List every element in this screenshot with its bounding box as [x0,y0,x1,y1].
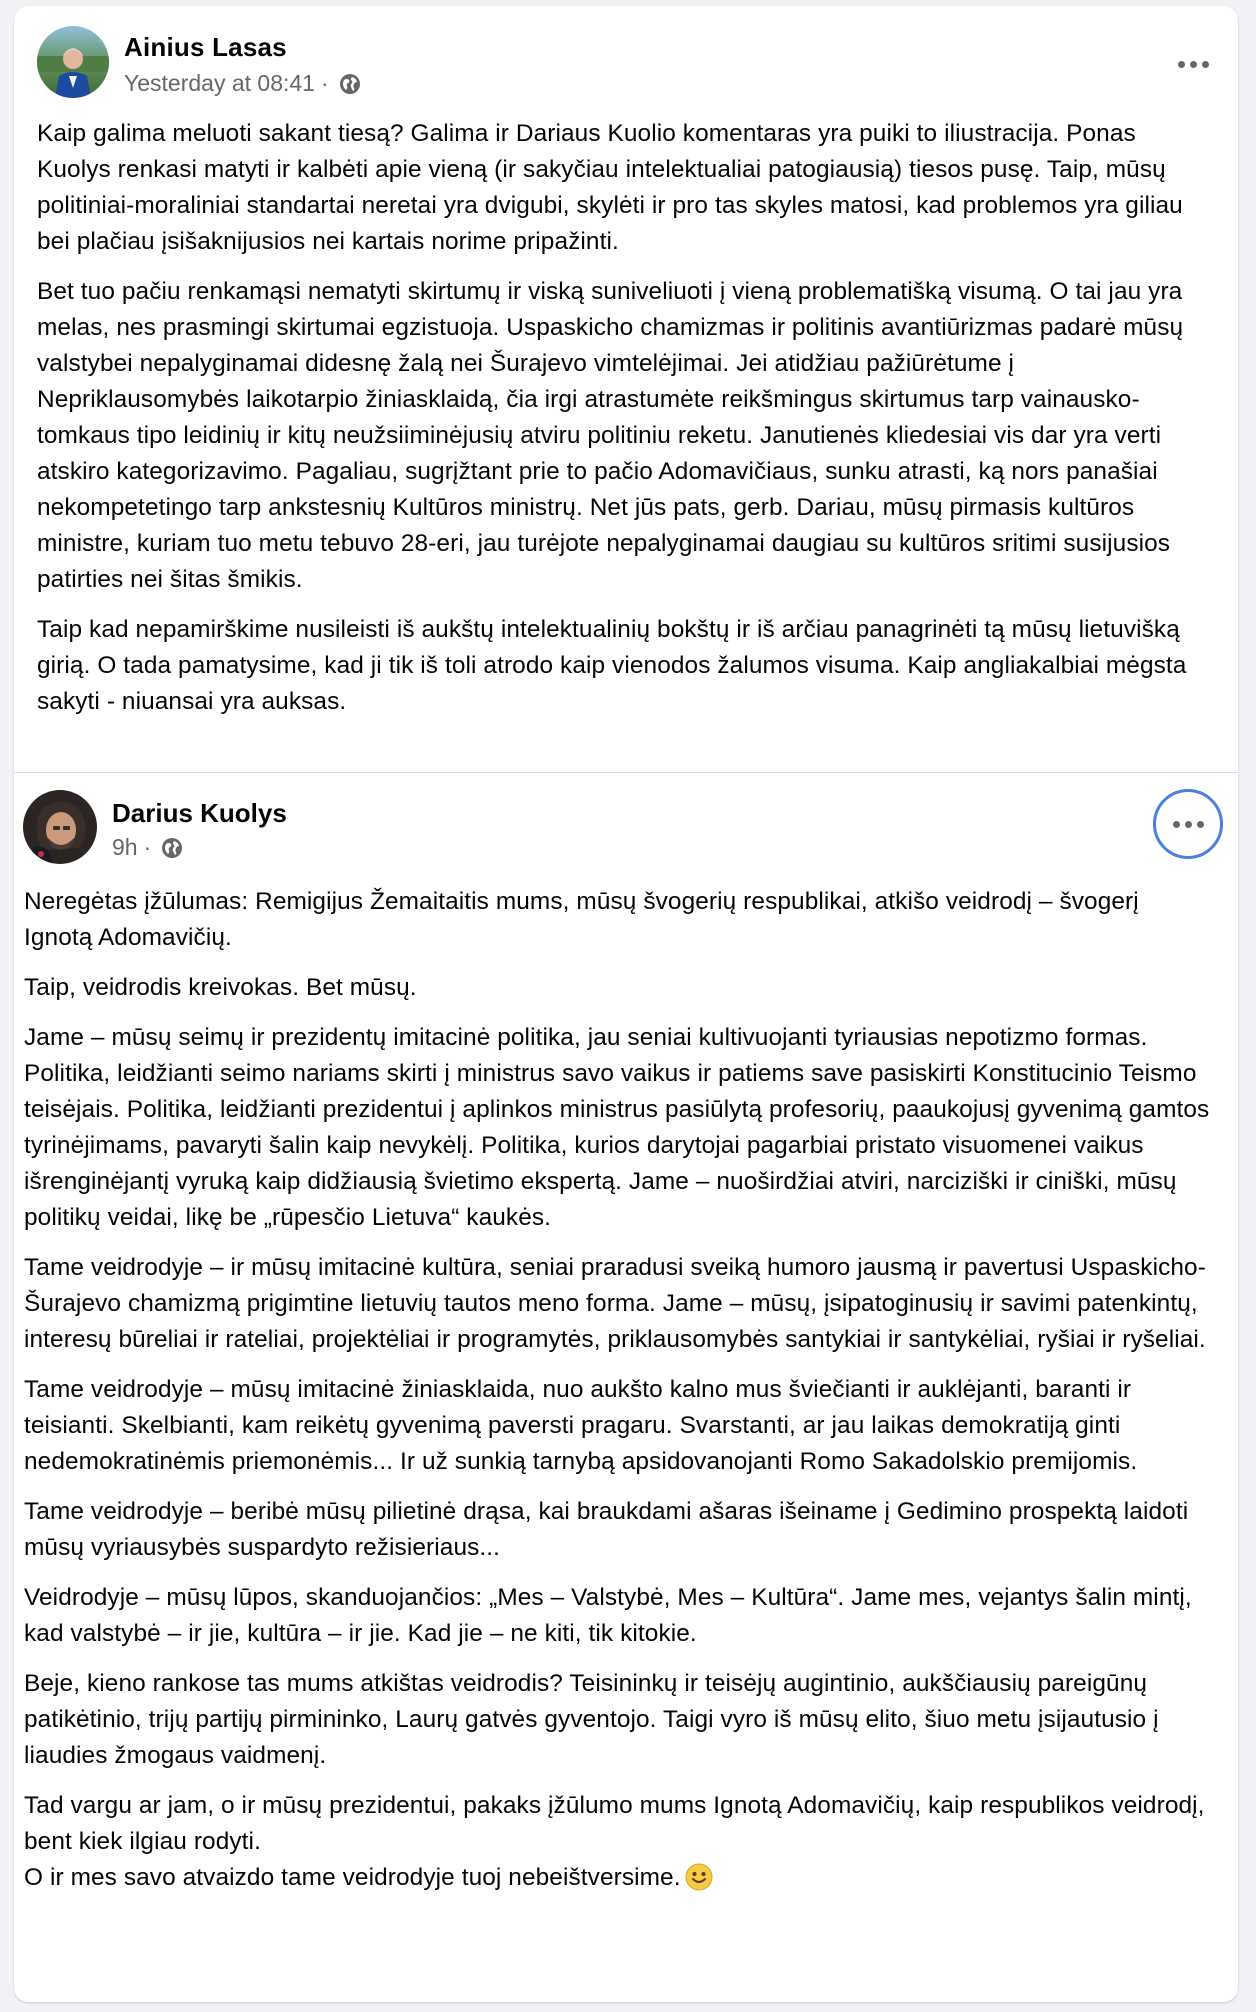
shared-paragraph: Veidrodyje – mūsų lūpos, skanduojančios: „Mes – Valstybė, Mes – Kultūra“. Jame mes, vejantys šalin mintį, kad valstybė – ir jie, kultūra – ir jie. Kad jie – ne kiti, tik kitokie. [24,1584,1192,1647]
shared-paragraph: Taip, veidrodis kreivokas. Bet mūsų. [24,974,417,1001]
more-dots-icon [1178,61,1209,68]
shared-avatar-photo [23,790,97,864]
shared-post-timestamp[interactable]: 9h [112,834,138,860]
post-header [14,6,1238,102]
meta-separator: · [320,70,329,96]
post-paragraph: Bet tuo pačiu renkamąsi nematyti skirtumų ir viską suniveliuoti į vieną problematišką visumą. O tai jau yra melas, nes prasmingi skirtumai egzistuoja. Uspaskicho chamizmas ir politinis avantiūrizmas padarė mūsų valstybei nepalyginamai didesnę žalą nei Šurajevo vimtelėjimai. Jei atidžiau pažiūrėtume į Nepriklausomybės laikotarpio žiniasklaidą, čia irgi atrastumėte reikšmingus skirtumus tarp vainausko-tomkaus tipo leidinių ir kitų neužsiiminėjusių atviru politiniu reketu. Janutienės kliedesiai vis dar yra verti atskiro kategorizavimo. Pagaliau, sugrįžtant prie to pačio Adomavičiaus, sunku atrasti, ką nors panašiai nekompetetingo tarp ankstesnių Kultūros ministrų. Net jūs pats, gerb. Dariau, mūsų pirmasis kultūros ministre, kuriam tuo metu tebuvo 28-eri, jau turėjote nepalyginamai daugiau su kultūros sritimi susijusios patirties nei šitas šmikis. [37,278,1184,593]
shared-paragraph: Jame – mūsų seimų ir prezidentų imitacinė politika, jau seniai kultivuojanti tyriausias nepotizmo formas. Politika, leidžianti seimo nariams skirti į ministrus savo vaikus ir patiems save pasiskirti Konstitucinio Teismo teisėjais. Politika, leidžianti prezidentui į aplinkos ministrus pasiūlytą profesorių, paaukojusį gyvenimą gamtos tyrinėjimams, pavaryti šalin kaip nevykėlį. Politika, kurios darytojai pagarbiai pristato visuomenei vaikus išrenginėjantį vyruką kaip didžiausią švietimo ekspertą. Jame – nuoširdžiai atviri, narciziški ir ciniški, mūsų politikų veidai, likę be „rūpesčio Lietuva“ kaukės. [24,1024,1210,1231]
shared-author-avatar[interactable] [23,790,97,864]
globe-icon[interactable] [339,73,361,95]
shared-paragraph: Tame veidrodyje – ir mūsų imitacinė kultūra, seniai praradusi sveiką humoro jausmą ir pavertusi Uspaskicho-Šurajevo chamizmą prigimtine lietuvių tautos meno forma. Jame – mūsų, įsipatoginusių ir savimi patenkintų, interesų būreliai ir rateliai, projektėliai ir programytės, priklausomybės santykiai ir santykėliai, ryšiai ir ryšeliai. [24,1254,1206,1353]
post-text [14,102,1238,720]
shared-author-name[interactable]: Darius Kuolys [112,798,287,828]
post-card [14,6,1238,2002]
shared-paragraph: Tame veidrodyje – beribė mūsų pilietinė drąsa, kai braukdami ašaras išeiname į Gedimino prospektą laidoti mūsų vyriausybės suspardyto režisieriaus... [24,1498,1189,1561]
shared-paragraph: Tad vargu ar jam, o ir mūsų prezidentui, pakaks įžūlumo mums Ignotą Adomavičių, kaip respublikos veidrodį, bent kiek ilgiau rodyti. [24,1792,1205,1855]
shared-last-line [24,1860,1214,1896]
shared-paragraph: Tame veidrodyje – mūsų imitacinė žiniasklaida, nuo aukšto kalno mus šviečianti ir auklėjanti, baranti ir teisianti. Skelbianti, kam reikėtų gyvenimą paversti pragaru. Svarstanti, ar jau laikas demokratiją ginti nedemokratinėmis priemonėmis... Ir už sunkią tarnybą apsidovanojanti Romo Sakadolskio premijomis. [24,1376,1138,1475]
post-paragraph: Taip kad nepamirškime nusileisti iš aukštų intelektualinių bokštų ir iš arčiau panagrinėti tą mūsų lietuvišką girią. O tada pamatysime, kad ji tik iš toli atrodo kaip vienodos žalumos visuma. Kaip angliakalbiai mėgsta sakyti - niuansai yra auksas. [37,616,1187,715]
globe-icon[interactable] [161,837,183,859]
more-dots-icon [1173,821,1204,828]
shared-post-text [14,873,1238,1896]
author-avatar[interactable] [37,26,109,98]
shared-last-line-text: O ir mes savo atvaizdo tame veidrodyje tuoj nebeištversime. [24,1864,681,1891]
shared-paragraph: Neregėtas įžūlumas: Remigijus Žemaitaitis mums, mūsų švogerių respublikai, atkišo veidrodį – švogerį Ignotą Adomavičių. [24,888,1139,951]
post-meta [124,70,361,97]
meta-separator: · [143,834,152,860]
post-paragraph: Kaip galima meluoti sakant tiesą? Galima ir Dariaus Kuolio komentaras yra puiki to iliustracija. Ponas Kuolys renkasi matyti ir kalbėti apie vieną (ir sakyčiau intelektualiai patogiausią) tiesos pusę. Taip, mūsų politiniai-moraliniai standartai neretai yra dvigubi, skylėti ir pro tas skyles matosi, kad problemos yra giliau bei plačiau įsišaknijusios nei kartais norime pripažinti. [37,120,1183,255]
shared-paragraph: Beje, kieno rankose tas mums atkištas veidrodis? Teisininkų ir teisėjų augintinio, aukščiausių pareigūnų patikėtinio, trijų partijų pirmininko, Laurų gatvės gyventojo. Taigi vyro iš mūsų elito, šiuo metu įsijautusio į liaudies žmogaus vaidmenį. [24,1670,1159,1769]
shared-post [14,772,1238,1896]
smiley-face-icon [685,1863,713,1891]
post-more-options-button[interactable] [1161,32,1225,96]
shared-post-header [14,773,1238,873]
post-timestamp[interactable]: Yesterday at 08:41 [124,70,315,96]
author-name[interactable]: Ainius Lasas [124,32,287,62]
shared-post-more-options-button[interactable] [1153,789,1223,859]
shared-post-meta [112,834,183,861]
avatar-photo [37,26,109,98]
